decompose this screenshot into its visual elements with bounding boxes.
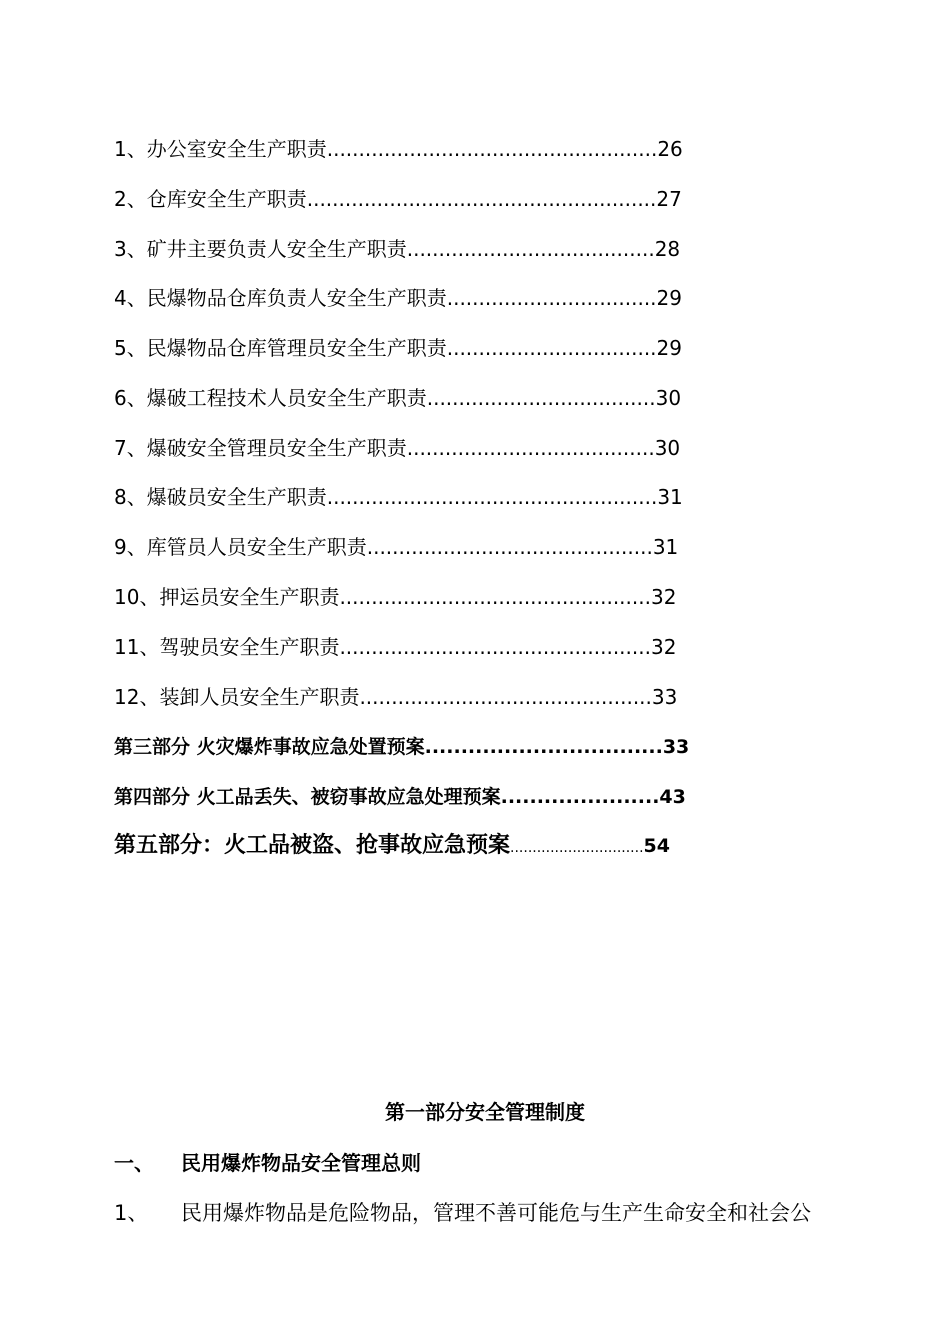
toc-leader-dots: ....................................... bbox=[406, 436, 655, 460]
toc-page-number: 30 bbox=[654, 436, 681, 460]
toc-leader-dots: ................................................. bbox=[339, 585, 651, 609]
toc-entry-label: 6、爆破工程技术人员安全生产职责 bbox=[114, 386, 427, 410]
toc-entry-label: 9、库管员人员安全生产职责 bbox=[114, 535, 367, 559]
toc-leader-dots: ................................. bbox=[424, 736, 663, 758]
toc-entry[interactable] bbox=[114, 535, 678, 559]
toc-entry-label: 第四部分 火工品丢失、被窃事故应急处理预案 bbox=[114, 786, 501, 808]
toc-entry-label: 10、押运员安全生产职责 bbox=[114, 585, 340, 609]
heading-text: 民用爆炸物品安全管理总则 bbox=[181, 1151, 421, 1175]
toc-leader-dots: ................................................. bbox=[339, 635, 651, 659]
toc-leader-dots: ....................................... bbox=[406, 237, 655, 261]
toc-entry[interactable] bbox=[114, 485, 683, 509]
toc-entry-label: 第三部分 火灾爆炸事故应急处置预案 bbox=[114, 736, 425, 758]
toc-entry[interactable] bbox=[114, 585, 676, 609]
toc-entry-label: 12、装卸人员安全生产职责 bbox=[114, 685, 360, 709]
heading-number: 一、 bbox=[114, 1151, 154, 1175]
toc-entry[interactable] bbox=[114, 237, 680, 261]
toc-entry[interactable] bbox=[114, 137, 683, 161]
toc-leader-dots: ............................................. bbox=[366, 535, 653, 559]
toc-part-entry[interactable] bbox=[114, 735, 689, 759]
toc-leader-dots: ................................. bbox=[446, 286, 657, 310]
toc-entry[interactable] bbox=[114, 685, 677, 709]
toc-entry-label: 7、爆破安全管理员安全生产职责 bbox=[114, 436, 407, 460]
toc-entry-label: 5、民爆物品仓库管理员安全生产职责 bbox=[114, 336, 447, 360]
toc-page-number: 31 bbox=[652, 535, 679, 559]
toc-entry-label: 第五部分：火工品被盗、抢事故应急预案 bbox=[114, 833, 511, 858]
toc-leader-dots: .............................. bbox=[510, 840, 644, 856]
toc-leader-dots: .................................................... bbox=[326, 485, 658, 509]
toc-leader-dots: ...................... bbox=[500, 786, 660, 808]
toc-part-entry[interactable] bbox=[114, 834, 670, 860]
section-title: 第一部分安全管理制度 bbox=[385, 1100, 585, 1124]
toc-leader-dots: ....................................................... bbox=[306, 187, 657, 211]
paragraph-text: 民用爆炸物品是危险物品，管理不善可能危与生产生命安全和社会公 bbox=[181, 1201, 811, 1225]
toc-page-number: 29 bbox=[656, 336, 682, 360]
toc-leader-dots: ................................. bbox=[446, 336, 657, 360]
toc-entry-label: 11、驾驶员安全生产职责 bbox=[114, 635, 340, 659]
toc-leader-dots: .............................................. bbox=[359, 685, 652, 709]
toc-page-number: 33 bbox=[662, 736, 690, 758]
toc-page-number: 31 bbox=[657, 485, 683, 509]
toc-part-entry[interactable] bbox=[114, 785, 686, 809]
paragraph-number: 1、 bbox=[114, 1201, 149, 1225]
toc-entry[interactable] bbox=[114, 286, 682, 310]
toc-page-number: 32 bbox=[650, 635, 677, 659]
toc-entry[interactable] bbox=[114, 386, 681, 410]
toc-page-number: 29 bbox=[656, 286, 682, 310]
toc-page-number: 28 bbox=[654, 237, 681, 261]
toc-entry[interactable] bbox=[114, 436, 680, 460]
toc-entry-label: 1、办公室安全生产职责 bbox=[114, 137, 327, 161]
toc-entry-label: 8、爆破员安全生产职责 bbox=[114, 485, 327, 509]
toc-leader-dots: .................................................... bbox=[326, 137, 658, 161]
toc-entry[interactable] bbox=[114, 635, 676, 659]
toc-page-number: 43 bbox=[659, 786, 686, 808]
toc-entry[interactable] bbox=[114, 187, 682, 211]
toc-page-number: 26 bbox=[657, 137, 683, 161]
toc-leader-dots: .................................... bbox=[426, 386, 656, 410]
toc-page-number: 33 bbox=[651, 685, 678, 709]
toc-entry-label: 4、民爆物品仓库负责人安全生产职责 bbox=[114, 286, 447, 310]
toc-page-number: 30 bbox=[655, 386, 682, 410]
toc-entry-label: 2、仓库安全生产职责 bbox=[114, 187, 307, 211]
toc-entry-label: 3、矿井主要负责人安全生产职责 bbox=[114, 237, 407, 261]
toc-entry[interactable] bbox=[114, 336, 682, 360]
toc-page-number: 32 bbox=[650, 585, 677, 609]
toc-page-number: 27 bbox=[656, 187, 682, 211]
toc-page-number: 54 bbox=[643, 835, 670, 857]
